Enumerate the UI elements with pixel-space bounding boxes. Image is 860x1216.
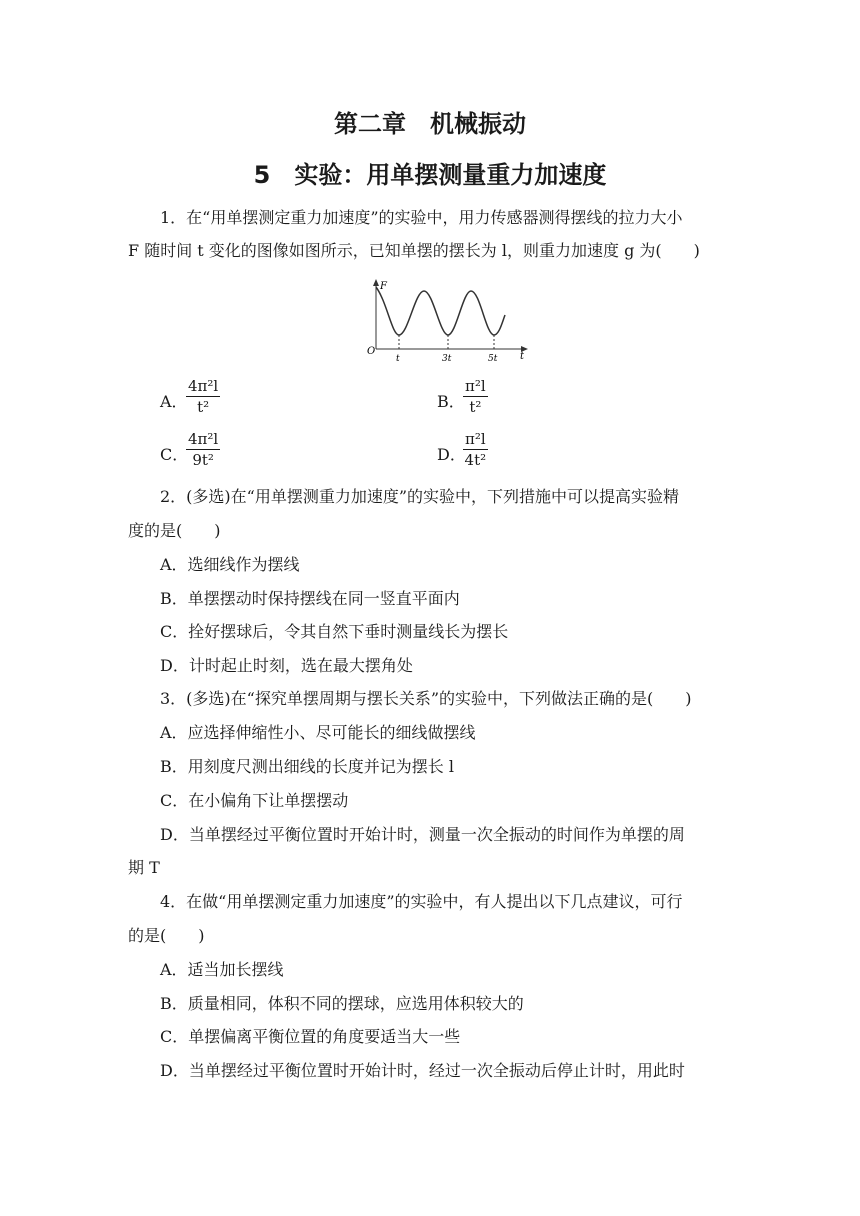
q1-graph-y-label: F xyxy=(380,281,387,292)
q3-stem: 3．(多选)在“探究单摆周期与摆长关系”的实验中，下列做法正确的是( ) xyxy=(160,689,692,708)
q4-option-c[interactable]: C．单摆偏离平衡位置的角度要适当大一些 xyxy=(160,1027,461,1046)
q1-option-d-letter: D． xyxy=(437,445,466,464)
q1-option-d-num: π²l xyxy=(465,430,486,448)
q2-option-b[interactable]: B．单摆摆动时保持摆线在同一竖直平面内 xyxy=(160,589,460,608)
q1-option-b-den: t² xyxy=(469,398,482,416)
q4-option-d[interactable]: D．当单摆经过平衡位置时开始计时，经过一次全振动后停止计时，用此时 xyxy=(160,1061,685,1080)
q1-option-a-den: t² xyxy=(197,398,210,416)
q1-stem-line1: 1．在“用单摆测定重力加速度”的实验中，用力传感器测得摆线的拉力大小 xyxy=(160,208,683,227)
q1-option-b-fraction[interactable] xyxy=(463,376,488,417)
q3-option-d[interactable]: D．当单摆经过平衡位置时开始计时，测量一次全振动的时间作为单摆的周 xyxy=(160,825,685,844)
q1-graph-tick: t xyxy=(396,354,400,364)
chapter-title: 第二章 机械振动 xyxy=(334,110,526,138)
q1-graph-origin: O xyxy=(367,346,376,357)
q4-option-a[interactable]: A．适当加长摆线 xyxy=(160,960,284,979)
q1-option-c-num: 4π²l xyxy=(188,430,219,448)
q1-graph-tick: 5t xyxy=(488,354,498,364)
q4-stem-line1: 4．在做“用单摆测定重力加速度”的实验中，有人提出以下几点建议，可行 xyxy=(160,892,683,911)
q2-option-a[interactable]: A．选细线作为摆线 xyxy=(160,555,300,574)
q1-graph-tick: 3t xyxy=(442,354,452,364)
q1-option-b-letter: B． xyxy=(437,392,465,411)
q1-force-time-graph xyxy=(362,277,532,365)
q3-option-c[interactable]: C．在小偏角下让单摆摆动 xyxy=(160,791,349,810)
q1-option-b-num: π²l xyxy=(465,377,486,395)
q1-stem-line2: F 随时间 t 变化的图像如图所示，已知单摆的摆长为 l，则重力加速度 g 为( ) xyxy=(128,241,700,260)
q3-option-d-continued: 期 T xyxy=(128,858,160,877)
q4-stem-line2: 的是( ) xyxy=(128,926,205,945)
section-title: 5 实验：用单摆测量重力加速度 xyxy=(253,161,607,189)
q1-option-c-den: 9t² xyxy=(192,451,214,469)
q1-option-c-letter: C． xyxy=(160,445,189,464)
q1-option-a-letter: A． xyxy=(160,392,188,411)
q1-option-c-fraction[interactable] xyxy=(186,429,220,470)
q2-option-c[interactable]: C．拴好摆球后，令其自然下垂时测量线长为摆长 xyxy=(160,622,509,641)
q3-option-a[interactable]: A．应选择伸缩性小、尽可能长的细线做摆线 xyxy=(160,723,476,742)
q2-stem-line2: 度的是( ) xyxy=(128,521,221,540)
q2-stem-line1: 2．(多选)在“用单摆测重力加速度”的实验中，下列措施中可以提高实验精 xyxy=(160,487,680,506)
q1-option-d-den: 4t² xyxy=(464,451,487,469)
q1-option-d-fraction[interactable] xyxy=(463,429,488,470)
q1-graph-curve xyxy=(376,287,505,335)
q1-option-a-fraction[interactable] xyxy=(186,376,220,417)
q1-graph-x-label: t xyxy=(520,351,525,362)
q4-option-b[interactable]: B．质量相同，体积不同的摆球，应选用体积较大的 xyxy=(160,994,524,1013)
q2-option-d[interactable]: D．计时起止时刻，选在最大摆角处 xyxy=(160,656,413,675)
q1-option-a-num: 4π²l xyxy=(188,377,219,395)
q3-option-b[interactable]: B．用刻度尺测出细线的长度并记为摆长 l xyxy=(160,757,454,776)
